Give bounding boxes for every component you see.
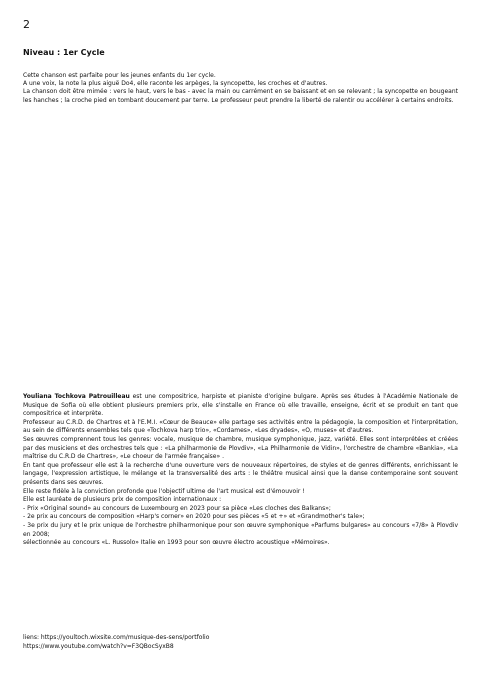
bio-paragraph-4: En tant que professeur elle est à la recherche d'une ouverture vers de nouveaux répertoires, de styles et de genres différents, enrichissant le langage, l'expression artistique, le mélange et la transversalité des arts : le théâtre musical ainsi que la danse contemporaine sont souvent présents dans ses œuvres. (23, 461, 458, 486)
level-heading: Niveau : 1er Cycle (23, 48, 105, 57)
bio-paragraph-5: Elle reste fidèle à la conviction profonde que l'objectif ultime de l'art musical est d'émouvoir ! (23, 487, 305, 495)
prize-item-3: - 3e prix du jury et le prix unique de l'orchestre philharmonique pour son œuvre symphonique «Parfums bulgares» au concours «7/8» à Plovdiv en 2008; (23, 521, 458, 538)
prize-item-2: - 2e prix au concours de composition «Harp's corner» en 2020 pour ses pièces «5 et +» et «Grandmother's tale»; (23, 513, 365, 521)
bio-paragraph-1 (23, 393, 458, 419)
intro-paragraph-2: A une voix, la note la plus aiguë Do4, elle raconte les arpèges, la syncopette, les croches et d'autres. (23, 80, 328, 88)
author-name: Youliana Tochkova Patrouilleau (23, 393, 130, 400)
intro-paragraph-3: La chanson doit être mimée : vers le haut, vers le bas - avec la main ou carrément en se baissant et en se relevant ; la syncopette en bougeant les hanches ; la croche pied en tombant doucement par terre. Le professeur peut prendre la liberté de ralentir ou accélérer à certains endroits. (23, 88, 458, 104)
links-section (23, 634, 458, 651)
bio-paragraph-2: Professeur au C.R.D. de Chartres et à l'E.M.I. «Cœur de Beauce» elle partage ses activités entre la pédagogie, la composition et l'interprétation, au sein de différents ensembles tels que «Tochkova harp trio», «Cordames», «Les dryades», «O, muses» et d'autres. (23, 418, 458, 435)
biography-section (23, 393, 458, 548)
bio-intro-text: est une compositrice, harpiste et pianiste d'origine bulgare. Après ses études à l'Académie Nationale de Musique de Sofia où elle obtient plusieurs premiers prix, elle s'installe en France où elle travaille, enseigne, écrit et se produit en tant que compositrice et interprète. (23, 393, 458, 418)
bio-paragraph-3: Ses œuvres comprennent tous les genres: vocale, musique de chambre, musique symphonique, jazz, variété. Elles sont interprétées et créées par des musiciens et des orchestres tels que : «La philharmonie de Plovdiv», «La Philharmonie de Vidin», l'orchestre de chambre «Bankia», «La maîtrise du C.R.D de Chartres», «Le choeur de l'armée française» . (23, 435, 458, 461)
prize-item-1: - Prix «Original sound» au concours de Luxembourg en 2023 pour sa pièce «Les cloches des Balkans»; (23, 504, 331, 512)
page-number: 2 (23, 18, 30, 31)
bio-paragraph-6: Elle est lauréate de plusieurs prix de composition internationaux : (23, 496, 222, 504)
portfolio-link[interactable]: liens: https://youltoch.wixsite.com/musique-des-sens/portfolio (23, 634, 210, 641)
intro-section (23, 72, 458, 105)
youtube-link[interactable]: https://www.youtube.com/watch?v=F3QBocSyxB8 (23, 642, 174, 650)
intro-paragraph-1: Cette chanson est parfaite pour les jeunes enfants du 1er cycle. (23, 72, 216, 79)
prize-item-4: sélectionnée au concours «L. Russolo» Italie en 1993 pour son œuvre électro acoustique «Mémoires». (23, 539, 330, 547)
